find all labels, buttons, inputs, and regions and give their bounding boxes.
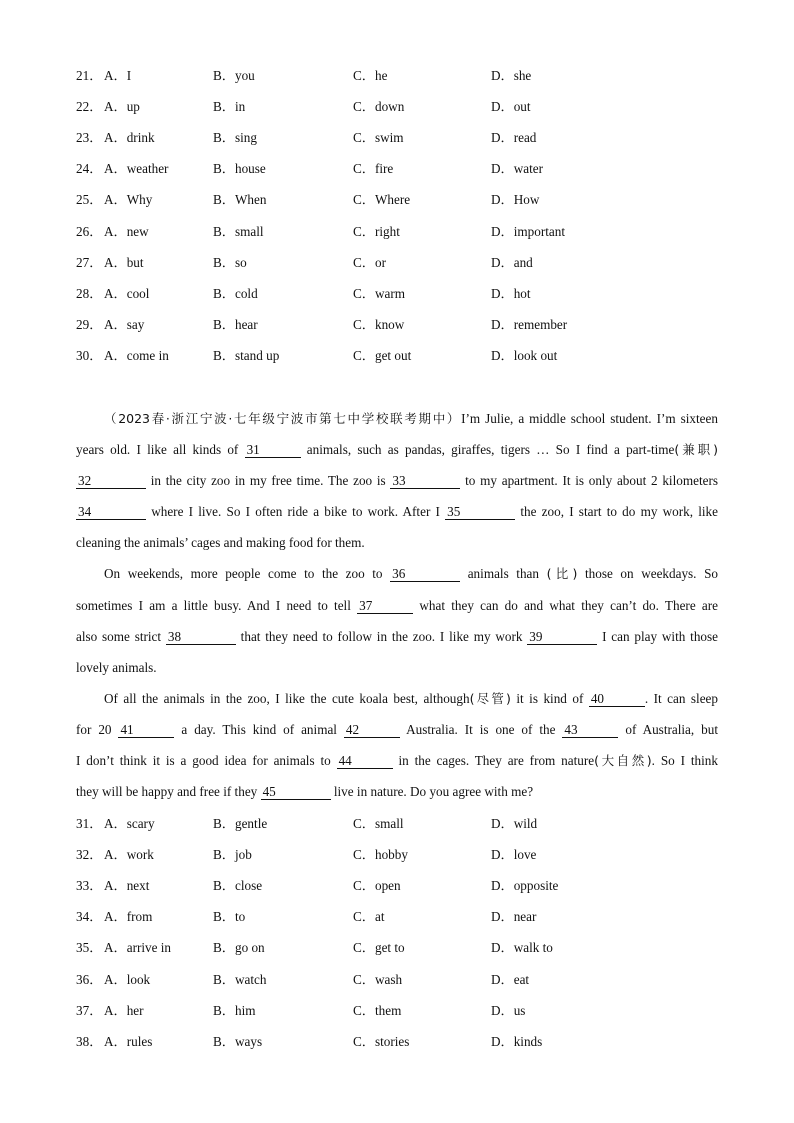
question-number: 28． (76, 285, 103, 301)
question-number: 33． (76, 878, 103, 894)
option-c[interactable]: C．warm (353, 285, 406, 301)
option-d[interactable]: D．opposite (491, 878, 559, 894)
option-b[interactable]: B．him (213, 1002, 256, 1018)
option-d[interactable]: D．out (491, 99, 531, 115)
option-b[interactable]: B．in (213, 99, 246, 115)
option-a[interactable]: A．say (104, 316, 145, 332)
passage-line: lovely animals. (76, 659, 157, 675)
option-d[interactable]: D．us (491, 1002, 526, 1018)
option-c[interactable]: C．get to (353, 940, 405, 956)
option-b[interactable]: B．so (213, 254, 247, 270)
question-number: 23． (76, 130, 103, 146)
blank-33[interactable]: 33 (390, 473, 460, 489)
reading-passage (76, 408, 718, 812)
question-number: 35． (76, 940, 103, 956)
blank-41[interactable]: 41 (118, 722, 174, 738)
option-d[interactable]: D．walk to (491, 940, 553, 956)
option-a[interactable]: A．new (104, 223, 149, 239)
option-d[interactable]: D．read (491, 130, 537, 146)
option-a[interactable]: A．but (104, 254, 144, 270)
question-number: 24． (76, 161, 103, 177)
passage-line: 34 where I live. So I often ride a bike to work. After I 35 the zoo, I start to do my work, like (78, 504, 718, 520)
option-b[interactable]: B．sing (213, 130, 257, 146)
option-c[interactable]: C．he (353, 68, 388, 83)
option-b[interactable]: B．job (213, 847, 252, 863)
option-c[interactable]: C．swim (353, 130, 404, 146)
question-number: 36． (76, 971, 103, 987)
passage-line: for 20 41 a day. This kind of animal 42 Australia. It is one of the 43 of Australia, but (76, 721, 718, 737)
blank-36[interactable]: 36 (390, 566, 460, 582)
option-d[interactable]: D．How (491, 192, 540, 208)
option-b[interactable]: B．house (213, 161, 266, 177)
option-c[interactable]: C．down (353, 99, 405, 115)
option-c[interactable]: C．hobby (353, 847, 408, 863)
source-label: （2023春·浙江宁波·七年级宁波市第七中学校联考期中） (104, 411, 462, 426)
option-a[interactable]: A．rules (104, 1033, 153, 1049)
blank-43[interactable]: 43 (562, 722, 618, 738)
blank-40[interactable]: 40 (589, 691, 645, 707)
passage-line: （2023春·浙江宁波·七年级宁波市第七中学校联考期中）I’m Julie, a middle school student. I’m sixteen (104, 411, 718, 426)
option-d[interactable]: D．she (491, 68, 532, 83)
passage-line: sometimes I am a little busy. And I need to tell 37 what they can do and what they can’t do. There are (76, 597, 718, 613)
option-c[interactable]: C．know (353, 316, 405, 332)
question-number: 30． (76, 347, 103, 363)
option-d[interactable]: D．water (491, 161, 543, 177)
option-c[interactable]: C．or (353, 254, 386, 270)
question-number: 21． (76, 68, 103, 83)
option-d[interactable]: D．kinds (491, 1033, 543, 1049)
option-a[interactable]: A．I (104, 68, 132, 83)
option-b[interactable]: B．small (213, 223, 264, 239)
option-a[interactable]: A．her (104, 1002, 144, 1018)
question-number: 29． (76, 316, 103, 332)
blank-38[interactable]: 38 (166, 629, 236, 645)
option-b[interactable]: B．to (213, 909, 246, 925)
option-c[interactable]: C．fire (353, 161, 394, 177)
option-d[interactable]: D．important (491, 223, 565, 239)
passage-line: also some strict 38 that they need to follow in the zoo. I like my work 39 I can play with those (76, 628, 718, 644)
option-b[interactable]: B．ways (213, 1033, 263, 1049)
question-number: 27． (76, 254, 103, 270)
option-d[interactable]: D．remember (491, 316, 568, 332)
option-c[interactable]: C．at (353, 909, 385, 925)
blank-44[interactable]: 44 (337, 753, 393, 769)
option-c[interactable]: C．wash (353, 971, 403, 987)
option-c[interactable]: C．small (353, 816, 404, 831)
option-a[interactable]: A．drink (104, 130, 155, 146)
option-c[interactable]: C．Where (353, 192, 411, 208)
passage-line: Of all the animals in the zoo, I like the cute koala best, although(尽管) it is kind of 40 . It can sleep (104, 690, 719, 706)
option-a[interactable]: A．Why (104, 192, 153, 208)
blank-39[interactable]: 39 (527, 629, 597, 645)
blank-42[interactable]: 42 (344, 722, 400, 738)
question-number: 38． (76, 1033, 103, 1049)
option-b[interactable]: B．When (213, 192, 267, 208)
option-c[interactable]: C．them (353, 1002, 402, 1018)
blank-45[interactable]: 45 (261, 784, 331, 800)
passage-line: they will be happy and free if they 45 live in nature. Do you agree with me? (76, 784, 534, 800)
question-number: 37． (76, 1002, 103, 1018)
option-b[interactable]: B．stand up (213, 347, 280, 363)
option-d[interactable]: D．near (491, 909, 537, 925)
question-number: 32． (76, 847, 103, 863)
option-b[interactable]: B．go on (213, 940, 265, 956)
question-number: 34． (76, 909, 103, 925)
blank-31[interactable]: 31 (245, 442, 301, 458)
question-number: 25． (76, 192, 103, 208)
question-number: 22． (76, 99, 103, 115)
option-a[interactable]: A．from (104, 909, 153, 925)
option-c[interactable]: C．open (353, 878, 401, 894)
question-number: 31． (76, 816, 103, 831)
option-a[interactable]: A．up (104, 99, 140, 115)
option-b[interactable]: B．gentle (213, 816, 268, 831)
option-d[interactable]: D．hot (491, 285, 531, 301)
option-a[interactable]: A．next (104, 878, 150, 894)
option-d[interactable]: D．wild (491, 816, 538, 831)
option-a[interactable]: A．scary (104, 816, 155, 831)
passage-line: cleaning the animals’ cages and making food for them. (76, 535, 365, 551)
option-a[interactable]: A．come in (104, 347, 169, 363)
option-c[interactable]: C．stories (353, 1033, 410, 1049)
option-b[interactable]: B．you (213, 68, 255, 83)
option-a[interactable]: A．work (104, 847, 154, 863)
option-b[interactable]: B．cold (213, 285, 258, 301)
blank-35[interactable]: 35 (445, 504, 515, 520)
option-a[interactable]: A．cool (104, 285, 150, 301)
option-b[interactable]: B．hear (213, 316, 258, 332)
option-a[interactable]: A．arrive in (104, 940, 172, 956)
blank-32[interactable]: 32 (76, 473, 146, 489)
option-a[interactable]: A．weather (104, 161, 169, 177)
passage-line: On weekends, more people come to the zoo to 36 animals than (比) those on weekdays. So (104, 566, 718, 582)
blank-37[interactable]: 37 (357, 598, 413, 614)
passage-line: 32 in the city zoo in my free time. The zoo is 33 to my apartment. It is only about 2 kilometers (78, 473, 718, 489)
option-d[interactable]: D．look out (491, 347, 558, 363)
option-c[interactable]: C．right (353, 223, 400, 239)
blank-34[interactable]: 34 (76, 504, 146, 520)
question-number: 26． (76, 223, 103, 239)
passage-line: years old. I like all kinds of 31 animals, such as pandas, giraffes, tigers … So I find a part-time(兼职) (76, 442, 718, 458)
option-c[interactable]: C．get out (353, 347, 412, 363)
option-d[interactable]: D．love (491, 847, 537, 863)
option-b[interactable]: B．close (213, 878, 263, 894)
passage-line: I don’t think it is a good idea for animals to 44 in the cages. They are from nature(大自然). So I think (76, 753, 718, 769)
option-d[interactable]: D．eat (491, 971, 530, 987)
option-d[interactable]: D．and (491, 254, 533, 270)
option-a[interactable]: A．look (104, 971, 151, 987)
option-b[interactable]: B．watch (213, 971, 267, 987)
